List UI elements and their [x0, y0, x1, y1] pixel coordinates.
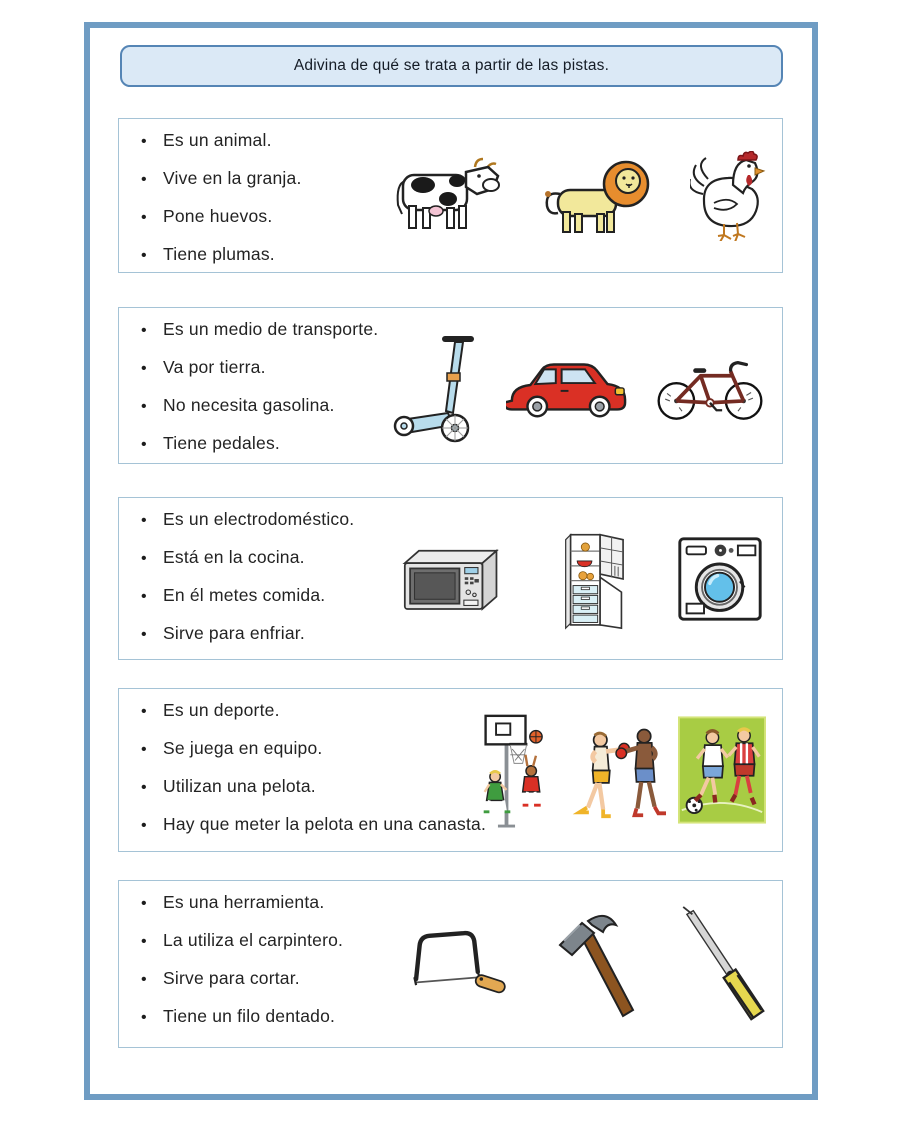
title-banner: [120, 45, 783, 87]
clue-text: Vive en la granja.: [163, 168, 302, 188]
bullet-icon: •: [141, 398, 147, 415]
bullet-icon: •: [141, 436, 147, 453]
riddle-section-transporte: [118, 307, 783, 464]
bullet-icon: •: [141, 1009, 147, 1026]
washing-machine-icon: [674, 533, 766, 625]
clue-images: [396, 498, 766, 659]
basketball-icon: [478, 706, 554, 834]
bullet-icon: •: [141, 588, 147, 605]
riddle-section-deporte: [118, 688, 783, 852]
refrigerator-icon: [546, 517, 628, 641]
worksheet-frame: [84, 22, 818, 1100]
clue-text: Va por tierra.: [163, 357, 266, 377]
clue-text: Es una herramienta.: [163, 892, 325, 912]
clue-images: [390, 119, 766, 272]
clue-images: [402, 881, 766, 1047]
bullet-icon: •: [141, 209, 147, 226]
bullet-icon: •: [141, 626, 147, 643]
clue-text: Es un deporte.: [163, 700, 280, 720]
coping-saw-icon: [402, 918, 506, 1010]
soccer-icon: [678, 714, 766, 826]
bullet-icon: •: [141, 779, 147, 796]
cow-icon: [390, 156, 502, 236]
lion-icon: [540, 154, 652, 238]
clue-text: Sirve para cortar.: [163, 968, 300, 988]
clue-text: Se juega en equipo.: [163, 738, 323, 758]
clue-text: Pone huevos.: [163, 206, 273, 226]
clue-images: [478, 689, 766, 851]
microwave-icon: [396, 538, 500, 620]
bullet-icon: •: [141, 322, 147, 339]
hammer-icon: [540, 907, 640, 1021]
bullet-icon: •: [141, 933, 147, 950]
page-title: Adivina de qué se trata a partir de las pistas.: [293, 57, 610, 74]
clue-text: Utilizan una pelota.: [163, 776, 316, 796]
bullet-icon: •: [141, 817, 147, 834]
clue-text: La utiliza el carpintero.: [163, 930, 344, 950]
clue-images: [392, 308, 766, 463]
screwdriver-icon: [674, 904, 766, 1024]
bullet-icon: •: [141, 133, 147, 150]
clue-text: Está en la cocina.: [163, 547, 305, 567]
clue-text: En él metes comida.: [163, 585, 326, 605]
riddle-section-herramienta: [118, 880, 783, 1048]
bullet-icon: •: [141, 550, 147, 567]
hen-icon: [690, 151, 766, 241]
bullet-icon: •: [141, 171, 147, 188]
bullet-icon: •: [141, 512, 147, 529]
car-icon: [506, 351, 628, 421]
clue-text: Es un electrodoméstico.: [163, 509, 355, 529]
bullet-icon: •: [141, 247, 147, 264]
clue-text: Tiene plumas.: [163, 244, 275, 264]
bullet-icon: •: [141, 971, 147, 988]
clue-text: Sirve para enfriar.: [163, 623, 305, 643]
clue-text: Tiene pedales.: [163, 433, 280, 453]
bullet-icon: •: [141, 741, 147, 758]
clue-text: Es un medio de transporte.: [163, 319, 379, 339]
boxing-icon: [566, 714, 666, 826]
bullet-icon: •: [141, 703, 147, 720]
clue-text: Es un animal.: [163, 130, 272, 150]
scooter-icon: [392, 329, 480, 443]
riddle-section-electrodomestico: [118, 497, 783, 660]
bullet-icon: •: [141, 360, 147, 377]
bullet-icon: •: [141, 895, 147, 912]
clue-text: No necesita gasolina.: [163, 395, 335, 415]
clue-text: Hay que meter la pelota en una canasta.: [163, 814, 487, 834]
bicycle-icon: [654, 348, 766, 424]
riddle-section-animal: [118, 118, 783, 273]
clue-text: Tiene un filo dentado.: [163, 1006, 336, 1026]
